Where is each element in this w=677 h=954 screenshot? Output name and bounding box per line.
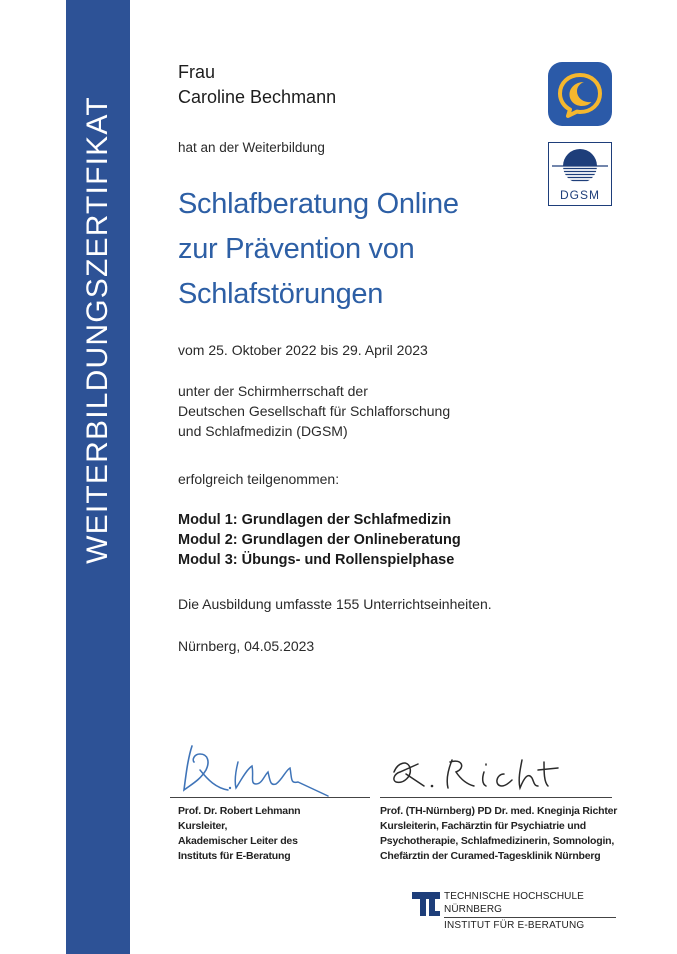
intro-text: hat an der Weiterbildung	[178, 140, 325, 155]
patronage-line: Deutschen Gesellschaft für Schlafforschung	[178, 403, 451, 419]
th-nuernberg-logo	[412, 890, 440, 918]
module-list	[178, 510, 461, 570]
signer-role: Akademischer Leiter des	[178, 835, 298, 847]
signer-name: Prof. Dr. Robert Lehmann	[178, 805, 301, 817]
signer-lehmann	[178, 804, 300, 864]
signature-richter	[388, 752, 578, 799]
recipient	[178, 60, 336, 110]
completion-text: erfolgreich teilgenommen:	[178, 471, 340, 487]
signature-lehmann	[178, 740, 338, 805]
institute-name	[444, 890, 616, 932]
signer-richter	[380, 804, 617, 864]
signer-role: Instituts für E-Beratung	[178, 850, 291, 862]
recipient-salutation: Frau	[178, 62, 216, 82]
course-title	[178, 182, 459, 317]
certificate-vertical-title: WEITERBILDUNGSZERTIFIKAT	[81, 96, 114, 564]
course-title-line: Schlafstörungen	[178, 278, 384, 310]
dgsm-label: DGSM	[560, 188, 600, 202]
course-title-line: zur Prävention von	[178, 233, 415, 265]
course-period: vom 25. Oktober 2022 bis 29. April 2023	[178, 342, 428, 358]
patronage-line: unter der Schirmherrschaft der	[178, 383, 368, 399]
signer-role: Kursleiter,	[178, 820, 228, 832]
signer-role: Kursleiterin, Fachärztin für Psychiatrie und	[380, 820, 586, 832]
course-title-line: Schlafberatung Online	[178, 188, 459, 220]
signer-name: Prof. (TH-Nürnberg) PD Dr. med. Kneginja Richter	[380, 805, 618, 817]
training-hours: Die Ausbildung umfasste 155 Unterrichtseinheiten.	[178, 596, 492, 612]
recipient-name: Caroline Bechmann	[178, 87, 337, 107]
patronage-line: und Schlafmedizin (DGSM)	[178, 423, 348, 439]
module-item: Modul 2: Grundlagen der Onlineberatung	[178, 532, 461, 548]
moon-chat-icon	[548, 62, 612, 126]
module-item: Modul 3: Übungs- und Rollenspielphase	[178, 552, 455, 568]
patronage-text	[178, 381, 450, 441]
signature-line	[380, 797, 612, 798]
institute-line2: INSTITUT FÜR E-BERATUNG	[444, 920, 585, 931]
signer-role: Chefärztin der Curamed-Tagesklinik Nürnberg	[380, 850, 601, 862]
place-and-date: Nürnberg, 04.05.2023	[178, 638, 315, 654]
institute-line1: TECHNISCHE HOCHSCHULE NÜRNBERG	[444, 890, 616, 918]
signature-line	[170, 797, 370, 798]
module-item: Modul 1: Grundlagen der Schlafmedizin	[178, 512, 452, 528]
signer-role: Psychotherapie, Schlafmedizinerin, Somnologin,	[380, 835, 615, 847]
